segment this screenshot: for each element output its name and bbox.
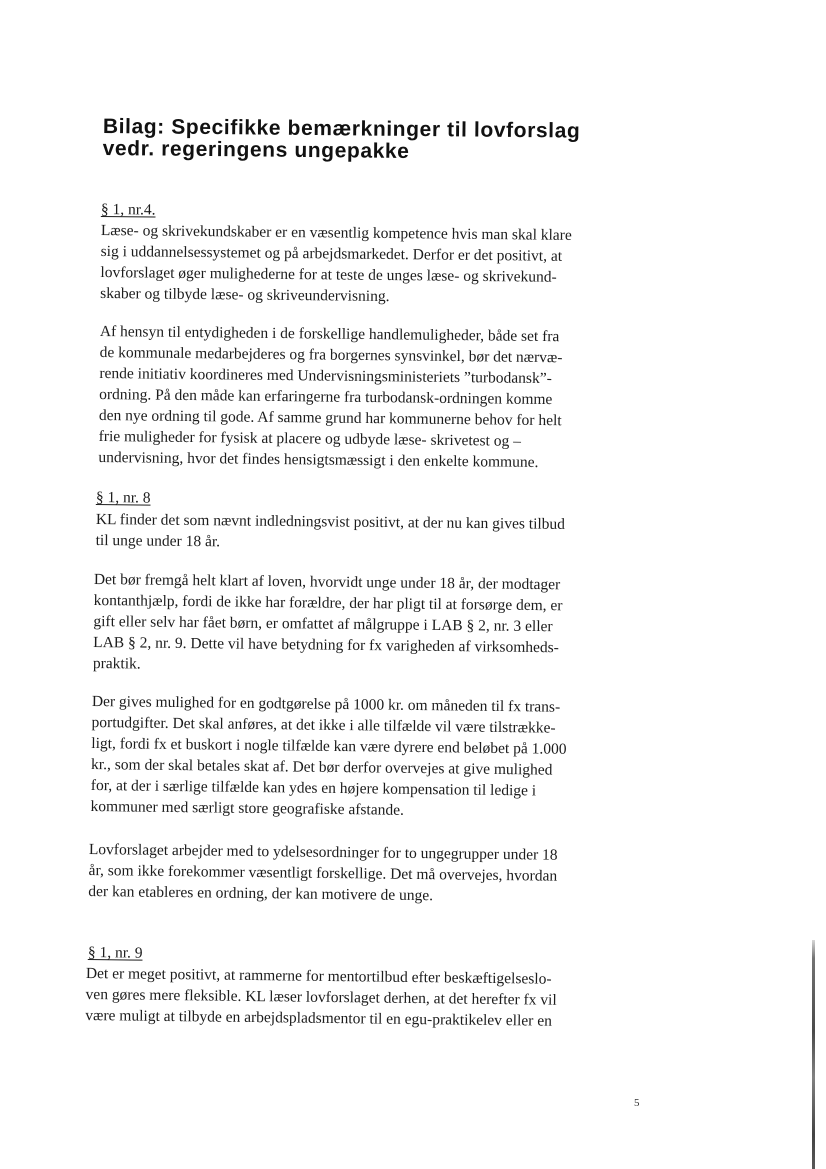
text-line: der kan etableres en ordning, der kan motivere de unge. xyxy=(88,882,434,905)
text-line: LAB § 2, nr. 9. Dette vil have betydning for fx varigheden af virksomheds- xyxy=(93,633,559,657)
text-line: ordning. På den måde kan erfaringerne fra turbodansk-ordningen komme xyxy=(99,385,553,409)
scan-edge-mark xyxy=(812,940,815,1169)
text-line: gift eller selv har fået børn, er omfattet af målgruppe i LAB § 2, nr. 3 eller xyxy=(93,612,553,636)
section-heading: § 1, nr.4. xyxy=(100,200,156,219)
text-line: sig i uddannelsessystemet og på arbejdsmarkedet. Derfor er det positivt, at xyxy=(100,242,563,265)
text-line: kommuner med særligt store geografiske afstande. xyxy=(90,797,405,819)
paragraph xyxy=(98,321,563,473)
text-line: praktik. xyxy=(92,654,141,673)
text-line: Af hensyn til entydigheden i de forskellige handlemuligheder, både set fra xyxy=(99,322,560,346)
title-line: Bilag: Specifikke bemærkninger til lovforslag xyxy=(102,115,581,143)
text-line: rende initiativ koordineres med Undervisningsministeriets ”turbodansk”- xyxy=(99,364,552,388)
text-line: ligt, fordi fx et buskort i nogle tilfælde kan være dyrere end beløbet på 1.000 xyxy=(91,734,567,758)
text-line: frie muligheder for fysisk at placere og udbyde læse- skrivetest og – xyxy=(98,427,522,450)
text-line: Lovforslaget arbejder med to ydelsesordninger for to ungegrupper under 18 xyxy=(88,840,558,864)
text-line: for, at der i særlige tilfælde kan ydes en højere kompensation til ledige i xyxy=(90,776,537,800)
text-line: år, som ikke forekommer væsentligt forskellige. Det må overvejes, hvordan xyxy=(88,861,558,885)
text-line: Der gives mulighed for en godtgørelse på 1000 kr. om måneden til fx trans- xyxy=(91,692,561,716)
text-line: være muligt at tilbyde en arbejdspladsmentor til en egu-praktikelev eller en xyxy=(85,1006,553,1030)
text-line: Det bør fremgå helt klart af loven, hvorvidt unge under 18 år, der modtager xyxy=(93,570,561,594)
text-line: Det er meget positivt, at rammerne for mentortilbud efter beskæftigelseslo- xyxy=(85,964,552,988)
section-heading: § 1, nr. 9 xyxy=(87,943,143,962)
text-line: lovforslaget øger mulighederne for at teste de unges læse- og skrivekund- xyxy=(100,263,557,286)
section-heading: § 1, nr. 8 xyxy=(95,488,151,507)
paragraph xyxy=(85,963,557,1032)
paragraph xyxy=(96,509,566,556)
text-line: undervisning, hvor det findes hensigtsmæssigt i den enkelte kommune. xyxy=(98,448,539,471)
text-line: portudgifter. Det skal anføres, at det ikke i alle tilfælde vil være tilstrække- xyxy=(91,713,556,737)
paragraph xyxy=(90,691,567,823)
text-line: Læse- og skrivekundskaber er en væsentlig kompetence hvis man skal klare xyxy=(100,221,572,244)
text-line: KL finder det som nævnt indledningsvist positivt, at der nu kan gives tilbud xyxy=(95,510,566,533)
paragraph xyxy=(100,220,572,309)
text-line: kontanthjælp, fordi de ikke har forældre, der har pligt til at forsørge dem, er xyxy=(93,591,563,615)
text-line: de kommunale medarbejderes og fra borgernes synsvinkel, bør det nærvæ- xyxy=(99,343,563,367)
text-line: skaber og tilbyde læse- og skriveundervisning. xyxy=(100,284,390,306)
text-line: ven gøres mere fleksible. KL læser lovforslaget derhen, at det herefter fx vil xyxy=(85,985,557,1009)
text-line: den nye ordning til gode. Af samme grund har kommunerne behov for helt xyxy=(98,406,562,430)
paragraph xyxy=(88,839,557,908)
title-line: vedr. regeringens ungepakke xyxy=(102,136,410,163)
text-line: til unge under 18 år. xyxy=(95,531,221,551)
section-heading-block xyxy=(96,487,151,509)
text-line: kr., som der skal betales skat af. Det bør derfor overvejes at give mulighed xyxy=(90,755,553,779)
paragraph xyxy=(93,569,563,679)
document-title xyxy=(103,116,663,165)
page-number: 5 xyxy=(634,1097,640,1109)
section-heading-block xyxy=(88,942,143,964)
section-heading-block xyxy=(101,199,156,221)
